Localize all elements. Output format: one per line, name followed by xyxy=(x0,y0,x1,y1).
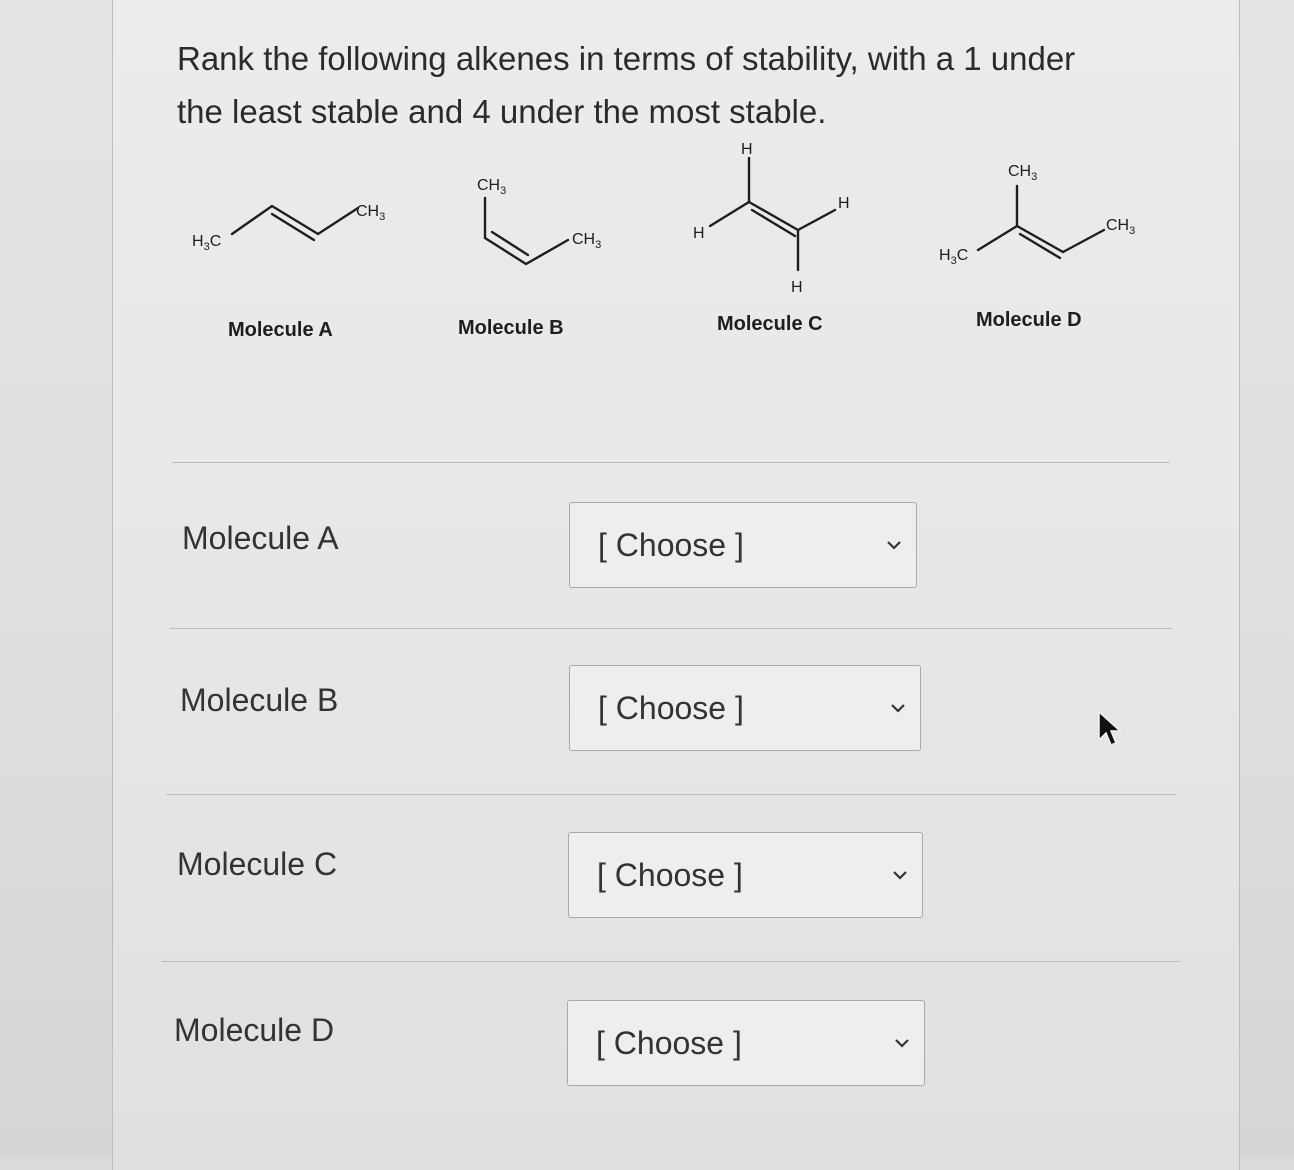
alkene-structures-figure xyxy=(160,130,1200,360)
chevron-down-icon xyxy=(888,698,908,718)
molecule-d-right-ch3-label: $CH_3$ xyxy=(1106,217,1136,237)
chevron-down-icon xyxy=(890,865,910,885)
molecule-a-h3c-label: $H_3C$ xyxy=(192,233,222,253)
divider xyxy=(162,961,1180,962)
divider xyxy=(172,462,1170,463)
molecule-b-caption: Molecule B xyxy=(458,317,564,339)
molecule-c-left-h-label: H xyxy=(693,225,705,242)
divider xyxy=(166,794,1176,795)
divider xyxy=(170,628,1172,629)
molecule-a-structure xyxy=(192,203,385,341)
molecule-c-top-h-label: H xyxy=(741,141,753,158)
chevron-down-icon xyxy=(892,1033,912,1053)
molecule-c-bottom-h-label: H xyxy=(791,279,803,296)
molecule-c-structure xyxy=(693,141,850,335)
question-text: Rank the following alkenes in terms of stability, with a 1 under the least stable and 4 under the most stable. xyxy=(177,40,1076,130)
row-label-molecule-b: Molecule B xyxy=(180,682,339,718)
chevron-down-icon xyxy=(884,535,904,555)
rank-select-molecule-d[interactable] xyxy=(567,1000,925,1086)
molecule-c-caption: Molecule C xyxy=(717,313,823,335)
rank-select-molecule-b[interactable] xyxy=(569,665,921,751)
select-value: [ Choose ] xyxy=(598,527,744,563)
molecule-a-caption: Molecule A xyxy=(228,319,333,341)
select-value: [ Choose ] xyxy=(597,857,743,893)
molecule-c-right-h-label: H xyxy=(838,195,850,212)
molecule-d-structure xyxy=(939,163,1135,331)
select-value: [ Choose ] xyxy=(598,690,744,726)
rank-select-molecule-c[interactable] xyxy=(568,832,923,918)
molecule-d-caption: Molecule D xyxy=(976,309,1082,331)
row-label-molecule-c: Molecule C xyxy=(177,846,338,882)
rank-select-molecule-a[interactable] xyxy=(569,502,917,588)
molecule-b-right-ch3-label: $CH_3$ xyxy=(572,231,602,251)
molecule-d-h3c-label: $H_3C$ xyxy=(939,247,969,267)
molecule-a-ch3-label: $CH_3$ xyxy=(356,203,386,223)
mouse-cursor-icon xyxy=(1097,710,1123,750)
select-value: [ Choose ] xyxy=(596,1025,742,1061)
molecule-b-structure xyxy=(458,177,601,339)
molecule-d-top-ch3-label: $CH_3$ xyxy=(1008,163,1038,183)
row-label-molecule-a: Molecule A xyxy=(182,520,339,556)
row-label-molecule-d: Molecule D xyxy=(174,1012,335,1048)
molecule-b-top-ch3-label: $CH_3$ xyxy=(477,177,507,197)
